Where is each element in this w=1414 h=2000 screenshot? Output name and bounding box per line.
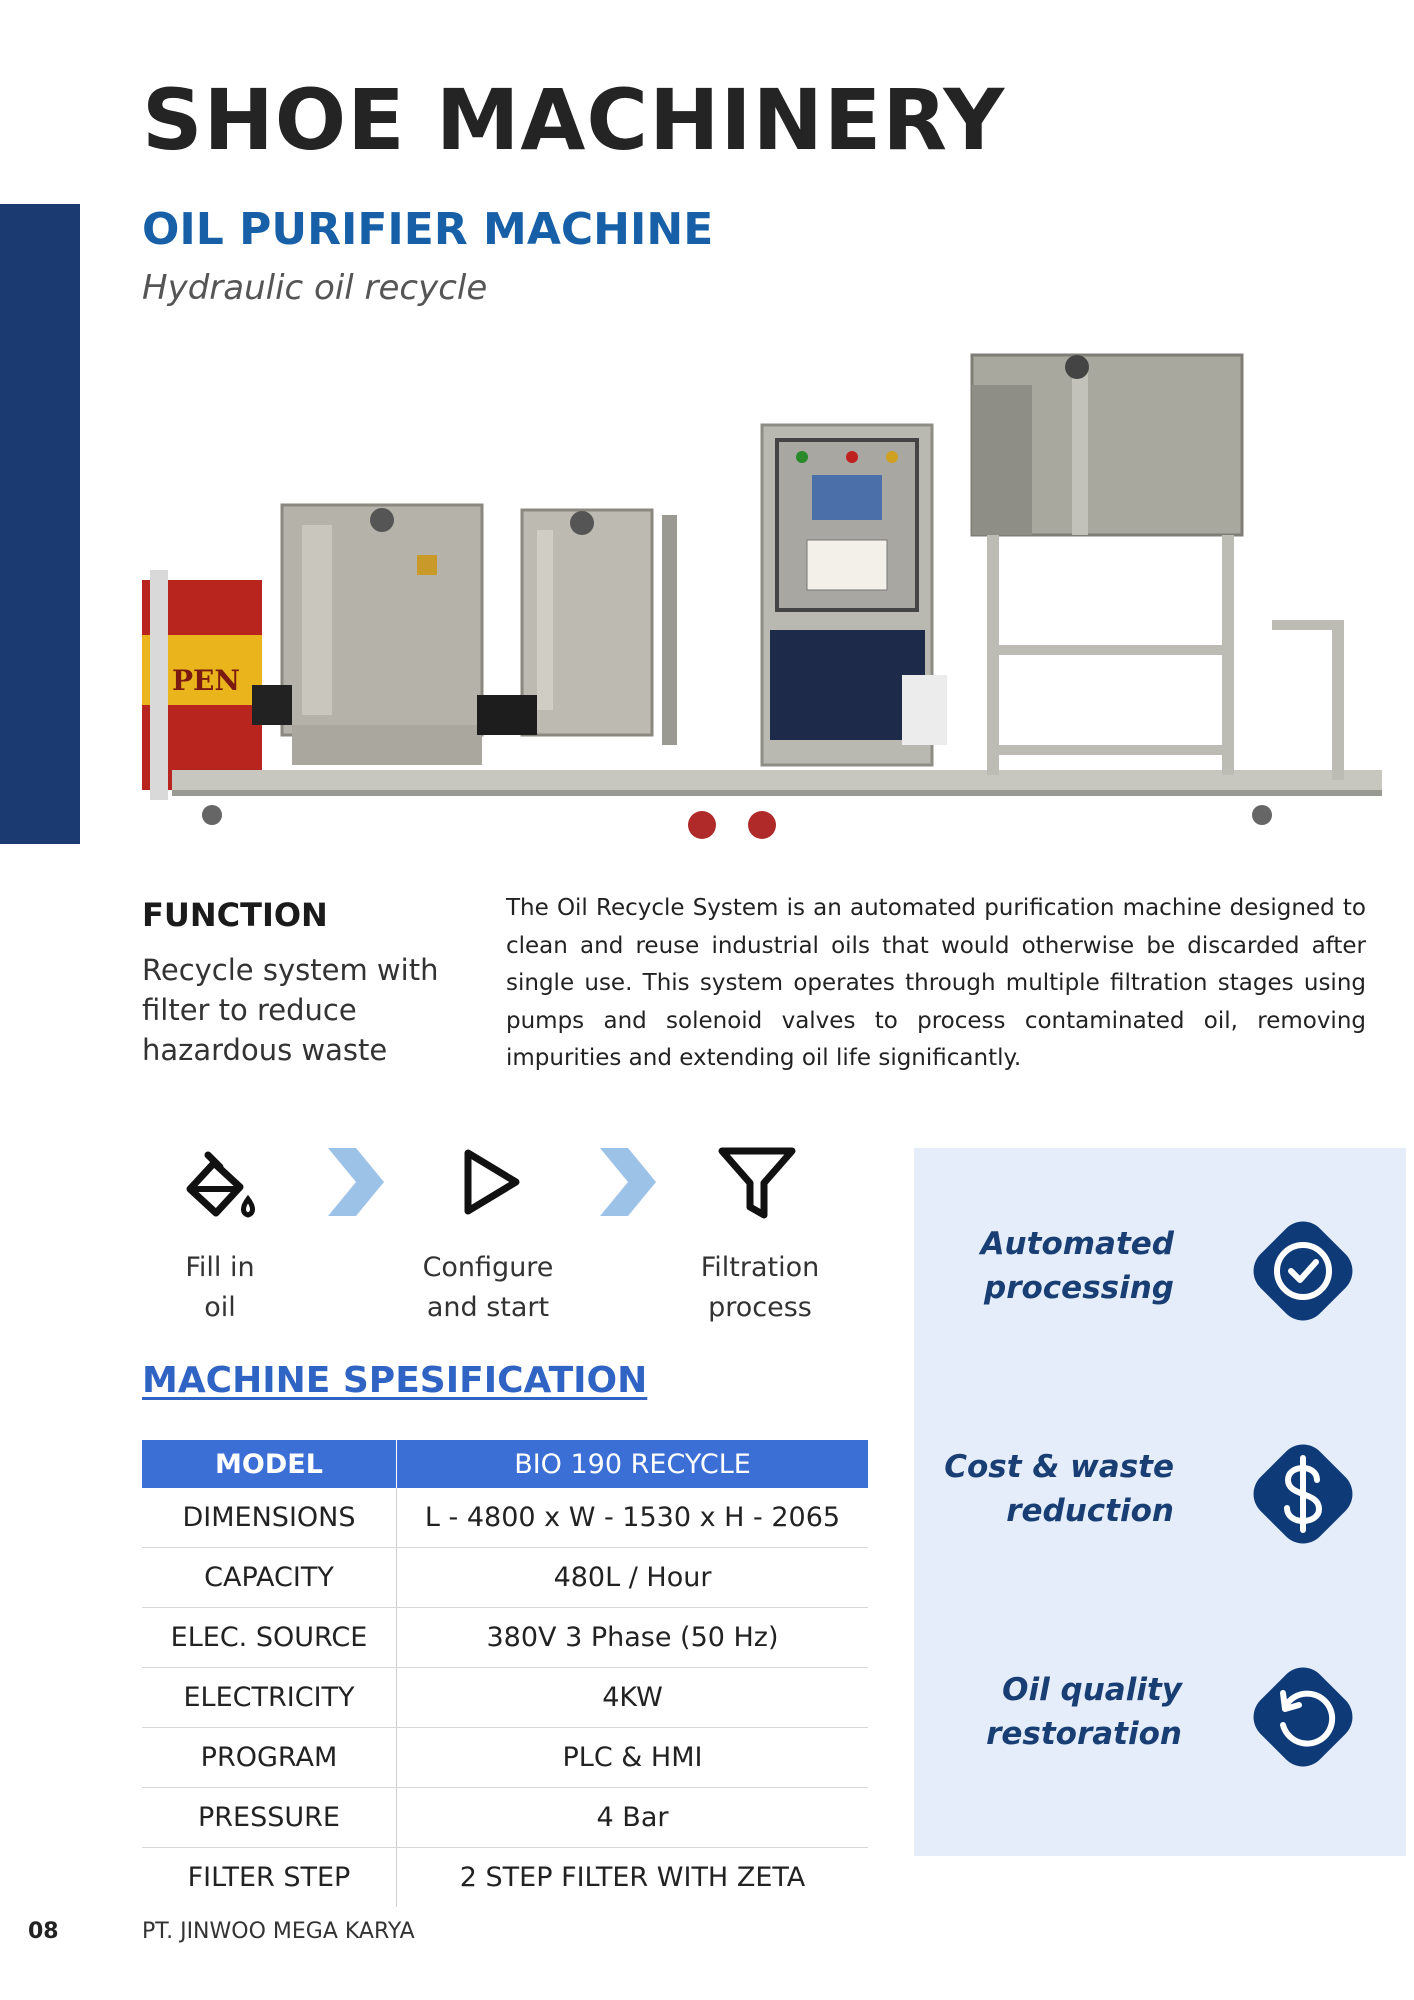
table-row (142, 1848, 868, 1908)
rotate-ccw-icon (1233, 1647, 1373, 1787)
spec-value: 2 STEP FILTER WITH ZETA (459, 1862, 806, 1893)
spec-label: PROGRAM (142, 1728, 397, 1788)
spec-label: CAPACITY (142, 1548, 397, 1608)
table-row (142, 1788, 868, 1848)
spec-label: ELEC. SOURCE (142, 1608, 397, 1668)
spec-label: MODEL (142, 1440, 397, 1488)
paint-bucket-icon (176, 1137, 266, 1227)
company-name: PT. JINWOO MEGA KARYA (142, 1919, 415, 1944)
machine-photo (142, 345, 1382, 845)
dollar-icon (1233, 1424, 1373, 1564)
check-circle-icon (1233, 1201, 1373, 1341)
spec-value: 380V 3 Phase (50 Hz) (397, 1608, 869, 1668)
table-row (142, 1668, 868, 1728)
spec-label: PRESSURE (142, 1788, 397, 1848)
play-icon (444, 1137, 534, 1227)
table-row (142, 1548, 868, 1608)
feature-label: Oil quality restoration (986, 1672, 1182, 1752)
spec-label: FILTER STEP (142, 1848, 397, 1908)
product-subtitle: Hydraulic oil recycle (142, 268, 488, 308)
chevron-right-icon (592, 1142, 662, 1222)
process-step-label: Filtration process (700, 1252, 820, 1323)
spec-value: PLC & HMI (397, 1728, 869, 1788)
spec-value: 4KW (397, 1668, 869, 1728)
spec-label: DIMENSIONS (142, 1488, 397, 1548)
table-row (142, 1608, 868, 1668)
side-accent-bar (0, 204, 80, 844)
spec-value: L - 4800 x W - 1530 x H - 2065 (397, 1488, 869, 1548)
spec-heading: MACHINE SPESIFICATION (142, 1360, 648, 1401)
spec-label: ELECTRICITY (142, 1668, 397, 1728)
function-description: The Oil Recycle System is an automated purification machine designed to clean and reuse industrial oils that would otherwise be discarded after single use. This system operates through multiple filtration stages using pumps and solenoid valves to process contaminated oil, removing impurities and extending oil life significantly. (506, 895, 1366, 1071)
function-summary: Recycle system with filter to reduce hazardous waste (142, 953, 439, 1067)
spec-value: 480L / Hour (397, 1548, 869, 1608)
table-row (142, 1728, 868, 1788)
page-number: 08 (28, 1919, 59, 1944)
spec-value: 4 Bar (397, 1788, 869, 1848)
process-step-label: Configure and start (422, 1252, 554, 1323)
svg-text:PEN: PEN (172, 664, 240, 697)
process-step-label: Fill in oil (185, 1252, 255, 1323)
funnel-icon (712, 1137, 802, 1227)
product-title: OIL PURIFIER MACHINE (142, 204, 714, 255)
spec-table (142, 1440, 868, 1907)
table-header-row (142, 1440, 868, 1488)
function-heading: FUNCTION (142, 896, 328, 934)
page-title: SHOE MACHINERY (142, 71, 1006, 169)
spec-value: BIO 190 RECYCLE (397, 1440, 869, 1488)
table-row (142, 1488, 868, 1548)
feature-label: Cost & waste reduction (944, 1449, 1174, 1529)
chevron-right-icon (320, 1142, 390, 1222)
feature-label: Automated processing (980, 1226, 1174, 1306)
